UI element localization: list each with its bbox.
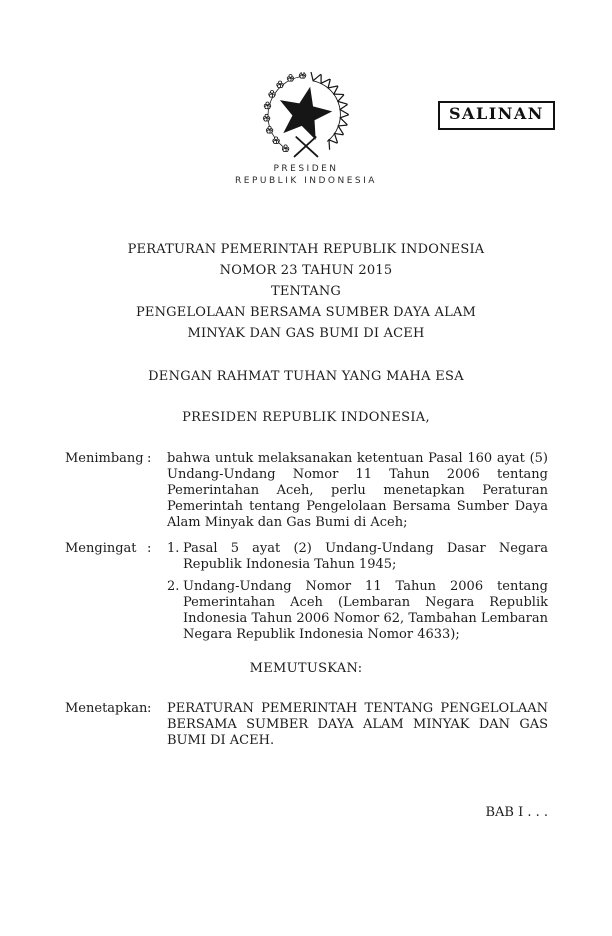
mengingat-section bbox=[65, 541, 548, 643]
document-title bbox=[0, 239, 612, 344]
mengingat-item-1 bbox=[167, 541, 548, 573]
menimbang-colon: : bbox=[147, 451, 152, 466]
mengingat-label: Mengingat bbox=[65, 541, 137, 556]
mengingat-item-2-text: Undang-Undang Nomor 11 Tahun 2006 tentang Pemerintahan Aceh (Lembaran Negara Republik Indonesia Tahun 2006 Nomor 62, Tambahan Lembaran Negara Republik Indonesia Nomor 4633); bbox=[183, 579, 548, 642]
mengingat-colon: : bbox=[147, 541, 152, 556]
title-line-regulation: PERATURAN PEMERINTAH REPUBLIK INDONESIA bbox=[127, 242, 485, 257]
menetapkan-text: PERATURAN PEMERINTAH TENTANG PENGELOLAAN BERSAMA SUMBER DAYA ALAM MINYAK DAN GAS BUMI DI ACEH. bbox=[167, 701, 548, 748]
presidential-emblem-icon bbox=[251, 72, 361, 160]
menimbang-text: bahwa untuk melaksanakan ketentuan Pasal 160 ayat (5) Undang-Undang Nomor 11 Tahun 2006 tentang Pemerintahan Aceh, perlu menetapkan Peraturan Pemerintah tentang Pengelolaan Bersama Sumber Daya Alam Minyak dan Gas Bumi di Aceh; bbox=[167, 451, 548, 530]
mengingat-item-2-number: 2. bbox=[167, 579, 180, 594]
mengingat-item-1-text: Pasal 5 ayat (2) Undang-Undang Dasar Negara Republik Indonesia Tahun 1945; bbox=[183, 541, 548, 572]
salinan-stamp bbox=[438, 101, 555, 130]
title-line-number: NOMOR 23 TAHUN 2015 bbox=[219, 263, 393, 278]
title-line-subject-1: PENGELOLAAN BERSAMA SUMBER DAYA ALAM bbox=[135, 305, 477, 320]
letterhead-text bbox=[0, 163, 612, 187]
page-catchword: BAB I . . . bbox=[485, 805, 548, 820]
menetapkan-section bbox=[65, 701, 548, 749]
mengingat-item-2 bbox=[167, 579, 548, 643]
mengingat-list bbox=[167, 541, 548, 643]
authority-line: PRESIDEN REPUBLIK INDONESIA, bbox=[182, 410, 430, 425]
mengingat-item-1-number: 1. bbox=[167, 541, 180, 556]
menetapkan-label: Menetapkan bbox=[65, 701, 148, 716]
invocation-line: DENGAN RAHMAT TUHAN YANG MAHA ESA bbox=[148, 369, 464, 384]
menetapkan-colon: : bbox=[147, 701, 152, 716]
title-line-subject-2: MINYAK DAN GAS BUMI DI ACEH bbox=[187, 326, 425, 341]
menimbang-label: Menimbang bbox=[65, 451, 144, 466]
letterhead-presiden: PRESIDEN bbox=[273, 164, 339, 174]
title-line-tentang: TENTANG bbox=[270, 284, 342, 299]
salinan-label: SALINAN bbox=[449, 104, 544, 123]
menimbang-section bbox=[65, 451, 548, 531]
letterhead-republik-indonesia: REPUBLIK INDONESIA bbox=[235, 176, 377, 186]
star-icon bbox=[280, 87, 332, 140]
memutuskan-heading: MEMUTUSKAN: bbox=[249, 661, 363, 676]
